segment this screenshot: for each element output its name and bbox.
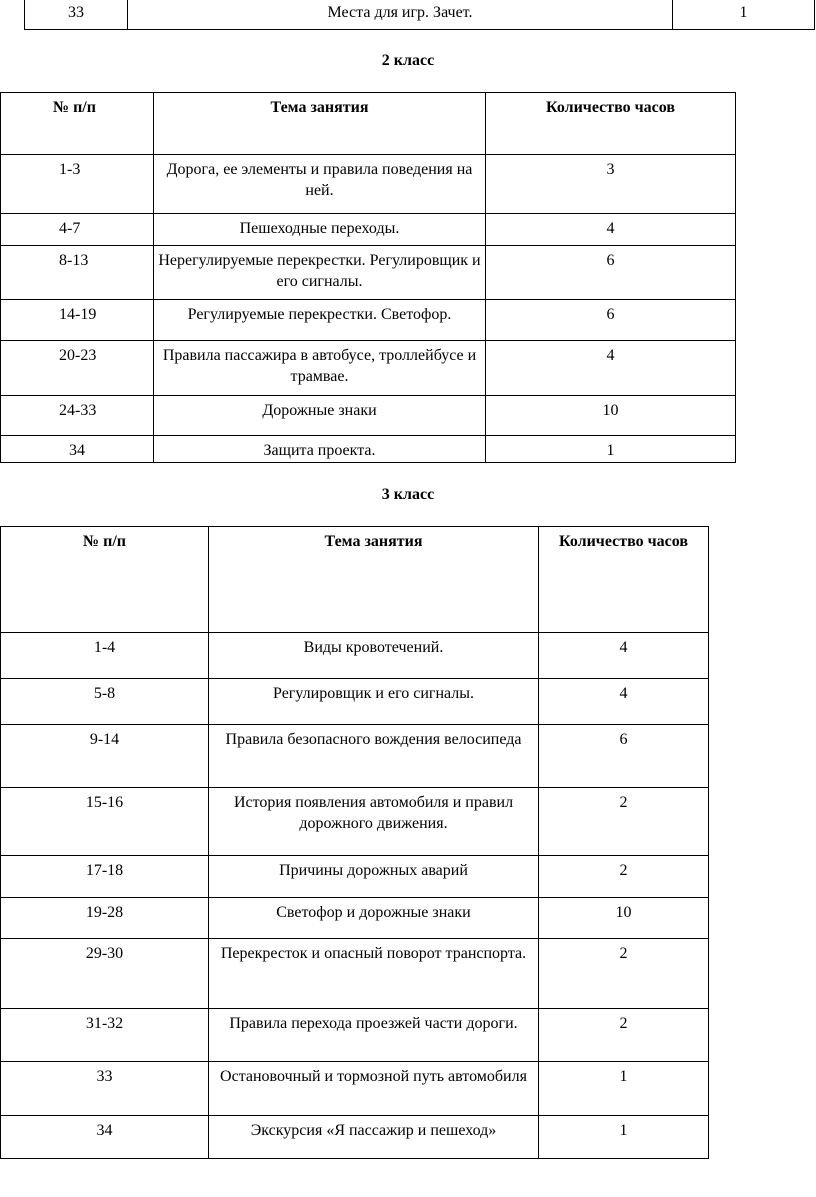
row-topic: Правила безопасного вождения велосипеда — [209, 725, 539, 788]
row-number: 15-16 — [1, 788, 209, 856]
grade2-heading: 2 класс — [381, 52, 435, 69]
table-row — [1, 341, 736, 396]
row-number: 4-7 — [1, 214, 154, 246]
row-number: 8-13 — [1, 246, 154, 300]
row-number: 31-32 — [1, 1009, 209, 1062]
row-hours: 2 — [539, 856, 709, 898]
row-hours: 1 — [486, 436, 736, 463]
row-hours: 10 — [539, 898, 709, 939]
row-topic: Виды кровотечений. — [209, 633, 539, 679]
row-topic: Остановочный и тормозной путь автомобиля — [209, 1062, 539, 1116]
row-topic: Места для игр. Зачет. — [128, 0, 673, 30]
row-number: 34 — [1, 1116, 209, 1159]
table-row — [1, 436, 736, 463]
table-row — [1, 1009, 709, 1062]
row-number: 34 — [1, 436, 154, 463]
row-number: 33 — [1, 1062, 209, 1116]
row-topic: Нерегулируемые перекрестки. Регулировщик и его сигналы. — [154, 246, 486, 300]
row-hours: 1 — [539, 1116, 709, 1159]
row-hours: 1 — [539, 1062, 709, 1116]
row-number: 5-8 — [1, 679, 209, 725]
row-topic: Причины дорожных аварий — [209, 856, 539, 898]
table-row — [1, 679, 709, 725]
row-topic: Пешеходные переходы. — [154, 214, 486, 246]
table-row — [1, 155, 736, 214]
row-hours: 6 — [486, 246, 736, 300]
table-header-row — [1, 93, 736, 155]
row-number: 1-4 — [1, 633, 209, 679]
row-number: 17-18 — [1, 856, 209, 898]
row-hours: 4 — [539, 633, 709, 679]
table-row — [1, 788, 709, 856]
row-hours: 4 — [539, 679, 709, 725]
grade2-table — [0, 92, 736, 463]
row-number: 1-3 — [1, 155, 154, 214]
row-topic: Правила перехода проезжей части дороги. — [209, 1009, 539, 1062]
row-hours: 1 — [673, 0, 815, 30]
row-number: 19-28 — [1, 898, 209, 939]
table-row — [25, 0, 815, 30]
row-topic: Перекресток и опасный поворот транспорта. — [209, 939, 539, 1009]
header-hours: Количество часов — [539, 527, 709, 633]
row-topic: Светофор и дорожные знаки — [209, 898, 539, 939]
table-row — [1, 246, 736, 300]
table-row — [1, 633, 709, 679]
row-hours: 2 — [539, 939, 709, 1009]
row-topic: Защита проекта. — [154, 436, 486, 463]
header-topic: Тема занятия — [209, 527, 539, 633]
header-topic: Тема занятия — [154, 93, 486, 155]
row-hours: 3 — [486, 155, 736, 214]
row-topic: Регулируемые перекрестки. Светофор. — [154, 300, 486, 341]
row-hours: 6 — [486, 300, 736, 341]
table-header-row — [1, 527, 709, 633]
row-topic: Правила пассажира в автобусе, троллейбусе и трамвае. — [154, 341, 486, 396]
row-number: 20-23 — [1, 341, 154, 396]
table-row — [1, 939, 709, 1009]
row-topic: Экскурсия «Я пассажир и пешеход» — [209, 1116, 539, 1159]
table-row — [1, 725, 709, 788]
row-number: 29-30 — [1, 939, 209, 1009]
row-hours: 4 — [486, 214, 736, 246]
row-number: 9-14 — [1, 725, 209, 788]
row-topic: Дорога, ее элементы и правила поведения на ней. — [154, 155, 486, 214]
table-row — [1, 214, 736, 246]
table-row — [1, 898, 709, 939]
table-row — [1, 856, 709, 898]
row-topic: Регулировщик и его сигналы. — [209, 679, 539, 725]
row-topic: История появления автомобиля и правил дорожного движения. — [209, 788, 539, 856]
header-hours: Количество часов — [486, 93, 736, 155]
row-hours: 6 — [539, 725, 709, 788]
row-hours: 2 — [539, 788, 709, 856]
table-row — [1, 396, 736, 436]
row-hours: 4 — [486, 341, 736, 396]
row-hours: 10 — [486, 396, 736, 436]
row-number: 24-33 — [1, 396, 154, 436]
previous-table-last-row — [24, 0, 815, 30]
table-row — [1, 300, 736, 341]
grade3-heading: 3 класс — [381, 486, 435, 503]
row-number: 33 — [25, 0, 128, 30]
row-hours: 2 — [539, 1009, 709, 1062]
table-row — [1, 1116, 709, 1159]
header-number: № п/п — [1, 93, 154, 155]
table-row — [1, 1062, 709, 1116]
grade3-table — [0, 526, 709, 1159]
row-number: 14-19 — [1, 300, 154, 341]
row-topic: Дорожные знаки — [154, 396, 486, 436]
header-number: № п/п — [1, 527, 209, 633]
